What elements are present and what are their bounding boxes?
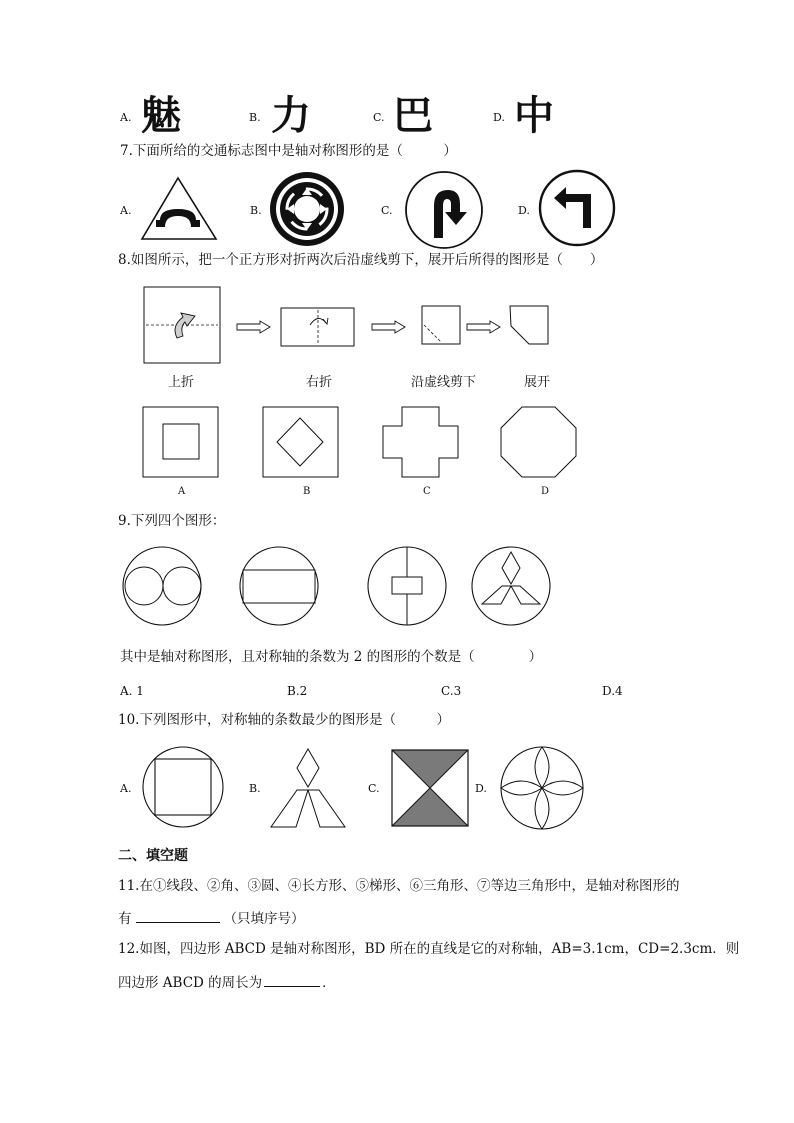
q8-choice-a-figure (142, 406, 220, 480)
q12-answer-blank[interactable] (264, 974, 320, 987)
q8-choice-b-label: B (303, 486, 311, 497)
q8-arrow-3-icon (466, 321, 502, 333)
q6-option-c-letter: C. (373, 111, 385, 124)
q7-sign-d-left-turn-icon (538, 170, 618, 250)
q11-answer-blank[interactable] (136, 910, 220, 923)
q9-text: 9.下列四个图形： (118, 513, 226, 529)
q8-step-label-cut: 沿虚线剪下 (411, 375, 477, 390)
q9-option-d: D.4 (602, 684, 623, 698)
q10-text: 10.下列图形中，对称轴的条数最少的图形是（ ） (118, 712, 450, 728)
q6-option-b-char: 力 (271, 93, 311, 139)
q9-option-a: A. 1 (120, 684, 144, 698)
q7-option-c-letter: C. (381, 204, 393, 217)
q8-step-label-fold-right: 右折 (306, 375, 333, 390)
q11-line2-prefix: 有 (118, 911, 132, 927)
q8-choice-c-label: C (423, 486, 431, 497)
q8-choice-d-label: D (541, 486, 550, 497)
q9-option-b: B.2 (287, 684, 308, 698)
q8-arrow-1-icon (236, 321, 272, 333)
q9-question: 其中是轴对称图形，且对称轴的条数为 2 的图形的个数是（ ） (120, 649, 543, 665)
q7-sign-c-u-turn-icon (404, 170, 486, 252)
q12-line1: 12.如图，四边形 ABCD 是轴对称图形，BD 所在的直线是它的对称轴，AB=3.1cm，CD=2.3cm．则 (118, 941, 740, 957)
q7-sign-a-triangle-bump-icon (140, 175, 220, 243)
q6-option-d-letter: D. (493, 111, 505, 124)
q11-line2 (118, 910, 305, 927)
q7-option-a-letter: A. (120, 204, 132, 217)
q10-option-a-letter: A. (120, 782, 132, 795)
q8-step4-figure (509, 305, 551, 347)
q8-choice-a-label: A (178, 486, 186, 497)
q10-figure-c-hourglass-square (391, 749, 471, 829)
q8-choice-c-figure (382, 406, 460, 480)
section-heading-fill-blank: 二、填空题 (118, 848, 188, 864)
q10-option-b-letter: B. (249, 782, 261, 795)
q12-line2-prefix: 四边形 ABCD 的周长为 (118, 975, 263, 991)
q8-step1-figure (143, 286, 223, 366)
q9-figure-2-rectangle-in-circle (238, 546, 322, 628)
q10-option-c-letter: C. (368, 782, 380, 795)
q9-figure-3-split-circle (366, 546, 450, 628)
q10-option-d-letter: D. (475, 782, 487, 795)
q10-figure-a-square-in-circle (142, 746, 226, 830)
q11-line2-suffix: （只填序号） (223, 911, 305, 927)
q7-option-d-letter: D. (518, 204, 530, 217)
q9-figure-4-diamonds (470, 546, 554, 628)
q8-step2-figure (280, 307, 356, 349)
q6-option-b-letter: B. (249, 111, 261, 124)
q7-option-b-letter: B. (250, 204, 262, 217)
q8-arrow-2-icon (371, 321, 407, 333)
q6-option-d-char: 中 (514, 93, 554, 139)
q6-option-a-letter: A. (120, 111, 132, 124)
q10-figure-b-three-diamonds (269, 748, 349, 830)
q9-option-c: C.3 (441, 684, 462, 698)
q7-sign-b-roundabout-icon (269, 171, 349, 251)
q7-text: 7.下面所给的交通标志图中是轴对称图形的是（ ） (120, 143, 457, 159)
q8-step-label-fold-up: 上折 (168, 375, 195, 390)
q6-option-a-char: 魅 (141, 93, 181, 139)
q6-option-c-char: 巴 (393, 93, 433, 139)
q9-figure-1-two-circles (121, 546, 205, 628)
q8-step3-figure (421, 305, 463, 347)
q10-figure-d-flower-circle (500, 746, 586, 832)
q8-choice-b-figure (262, 406, 340, 480)
q12-line2 (118, 974, 336, 991)
q8-text: 8.如图所示，把一个正方形对折两次后沿虚线剪下，展开后所得的图形是（ ） (118, 252, 604, 268)
q8-step-label-unfold: 展开 (524, 375, 551, 390)
q12-line2-suffix: ． (322, 975, 336, 991)
q8-choice-d-figure (500, 406, 578, 480)
q11-line1: 11.在①线段、②角、③圆、④长方形、⑤梯形、⑥三角形、⑦等边三角形中，是轴对称图形的 (118, 878, 680, 894)
